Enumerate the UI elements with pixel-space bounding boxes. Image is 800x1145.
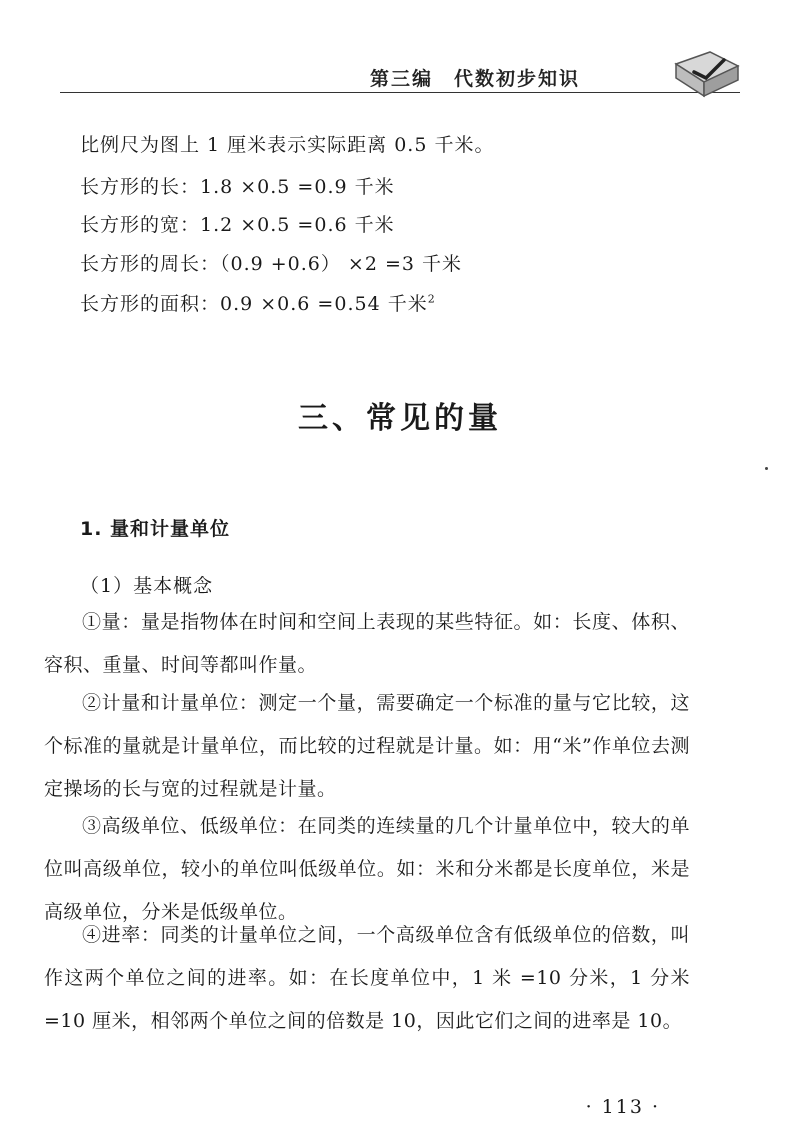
area-text: 长方形的面积：0.9 ×0.6 =0.54 千米 xyxy=(80,293,428,315)
page-header xyxy=(60,58,740,98)
length-line: 长方形的长：1.8 ×0.5 =0.9 千米 xyxy=(80,176,395,198)
header-rule xyxy=(60,92,740,93)
section-title: 三、常见的量 xyxy=(298,401,502,436)
page-number: · 113 · xyxy=(585,1096,660,1118)
paragraph-unit-levels: ③高级单位、低级单位：在同类的连续量的几个计量单位中，较大的单位叫高级单位，较小的单位叫低级单位。如：米和分米都是长度单位，米是高级单位，分米是低级单位。 xyxy=(44,815,690,923)
perimeter-line: 长方形的周长：（0.9 +0.6） ×2 =3 千米 xyxy=(80,253,463,275)
paragraph-measurement: ②计量和计量单位：测定一个量，需要确定一个标准的量与它比较，这个标准的量就是计量单位，而比较的过程就是计量。如：用“米”作单位去测定操场的长与宽的过程就是计量。 xyxy=(44,692,690,800)
scan-speck xyxy=(765,467,768,470)
tilted-book-icon xyxy=(672,50,740,98)
area-superscript: 2 xyxy=(427,292,436,306)
scale-line: 比例尺为图上 1 厘米表示实际距离 0.5 千米。 xyxy=(80,134,495,156)
header-title: 第三编 代数初步知识 xyxy=(369,68,580,90)
width-line: 长方形的宽：1.2 ×0.5 =0.6 千米 xyxy=(80,214,395,236)
paragraph-rate: ④进率：同类的计量单位之间，一个高级单位含有低级单位的倍数，叫作这两个单位之间的进率。如：在长度单位中，1 米 =10 分米，1 分米 =10 厘米，相邻两个单位之间的倍数是 10，因此它们之间的进率是 10。 xyxy=(44,924,690,1032)
subsection-title: 1. 量和计量单位 xyxy=(80,518,231,540)
area-line xyxy=(80,289,436,316)
concept-label: （1）基本概念 xyxy=(80,575,214,597)
paragraph-quantity: ①量：量是指物体在时间和空间上表现的某些特征。如：长度、体积、容积、重量、时间等都叫作量。 xyxy=(44,611,690,676)
